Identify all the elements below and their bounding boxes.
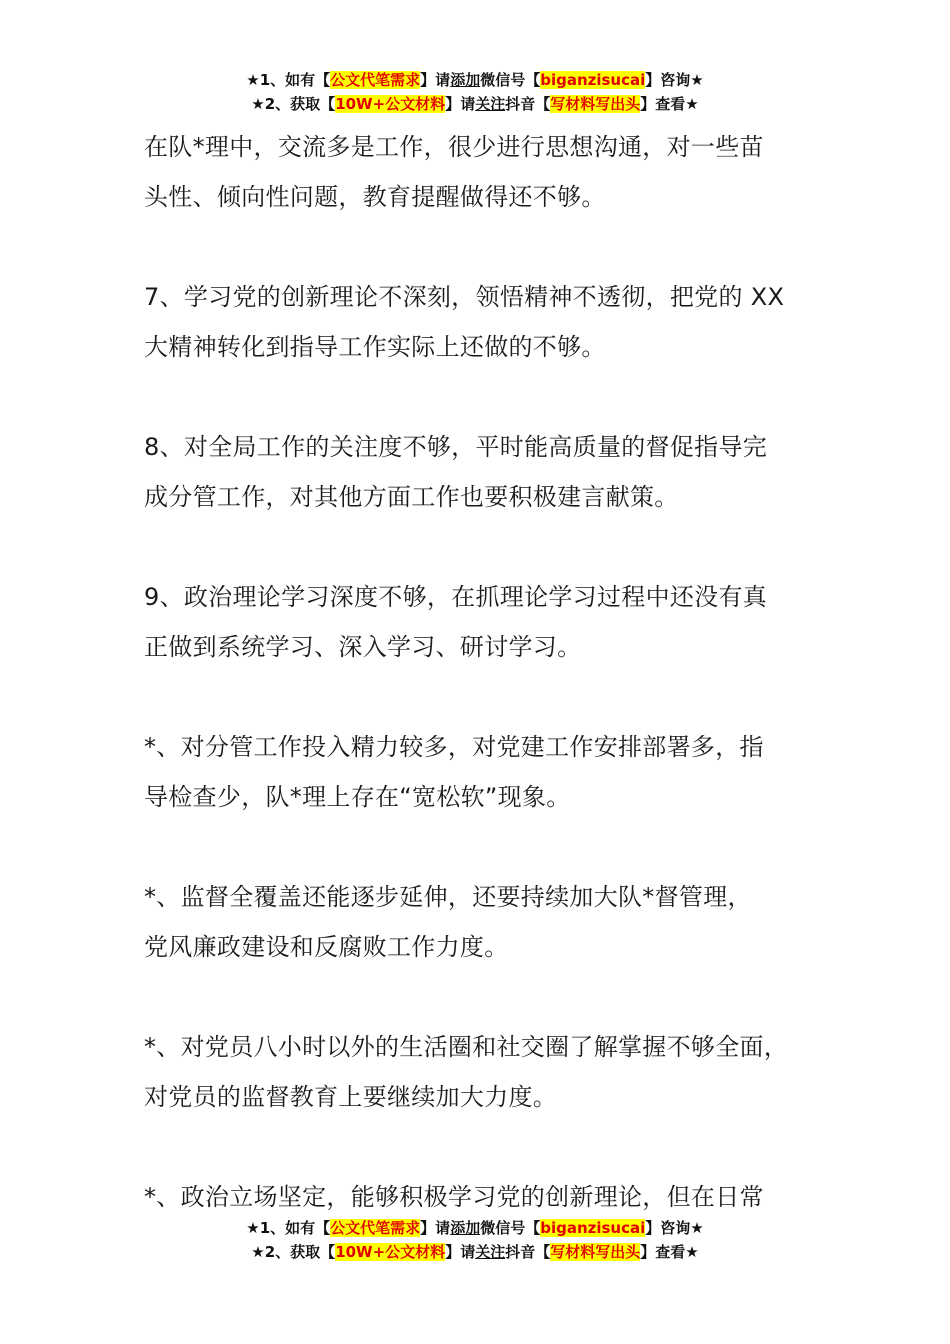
banner-highlight: 公文代笔需求 [330,71,421,89]
banner-underline: 添加 [450,1219,481,1237]
paragraph-line: 成分管工作，对其他方面工作也要积极建言献策。 [144,483,679,511]
paragraph-line: *、对分管工作投入精力较多，对党建工作安排部署多，指 [144,733,764,761]
banner-text: ★2、获取【 [251,1243,336,1261]
banner-line-2 [0,1240,950,1264]
paragraph-line: 正做到系统学习、深入学习、研讨学习。 [144,633,582,661]
paragraph-line: 8、对全局工作的关注度不够，平时能高质量的督促指导完 [144,433,768,461]
banner-highlight: biganzisucai [540,1219,646,1237]
paragraph-line: 大精神转化到指导工作实际上还做的不够。 [144,333,606,361]
banner-text: 】请 [420,1219,451,1237]
banner-text: 】咨询★ [645,1219,704,1237]
banner-underline: 添加 [450,71,481,89]
banner-text: 】查看★ [640,1243,699,1261]
banner-highlight: 10W+公文材料 [335,95,446,113]
banner-highlight: 写材料写出头 [550,1243,641,1261]
banner-highlight: 公文代笔需求 [330,1219,421,1237]
paragraph [144,1172,824,1222]
paragraph [144,722,824,822]
banner-underline: 关注 [475,1243,506,1261]
banner-text: 】请 [420,71,451,89]
paragraph-line: 9、政治理论学习深度不够，在抓理论学习过程中还没有真 [144,583,768,611]
paragraph-line: *、监督全覆盖还能逐步延伸，还要持续加大队*督管理， [144,883,752,911]
banner-line-1 [0,68,950,92]
paragraph-line: 在队*理中，交流多是工作，很少进行思想沟通，对一些苗 [144,133,764,161]
paragraph-line: 7、学习党的创新理论不深刻，领悟精神不透彻，把党的 XX [144,283,785,311]
banner-text: ★1、如有【 [246,71,331,89]
banner-highlight: 10W+公文材料 [335,1243,446,1261]
banner-text: ★2、获取【 [251,95,336,113]
paragraph-line: 头性、倾向性问题，教育提醒做得还不够。 [144,183,606,211]
banner-text: ★1、如有【 [246,1219,331,1237]
banner-text: 】请 [445,95,476,113]
paragraph-line: 党风廉政建设和反腐败工作力度。 [144,933,509,961]
banner-highlight: biganzisucai [540,71,646,89]
banner-line-1 [0,1216,950,1240]
paragraph [144,122,824,222]
paragraph [144,1022,824,1122]
banner-text: 】咨询★ [645,71,704,89]
paragraph-line: 导检查少，队*理上存在“宽松软”现象。 [144,783,571,811]
banner-highlight: 写材料写出头 [550,95,641,113]
banner-line-2 [0,92,950,116]
document-body [144,122,824,1222]
paragraph [144,872,824,972]
paragraph [144,572,824,672]
paragraph-line: *、对党员八小时以外的生活圈和社交圈了解掌握不够全面， [144,1033,789,1061]
banner-text: 微信号【 [480,1219,541,1237]
paragraph [144,272,824,372]
banner-text: 微信号【 [480,71,541,89]
paragraph [144,422,824,522]
banner-text: 抖音【 [505,1243,551,1261]
banner-text: 】查看★ [640,95,699,113]
paragraph-line: 对党员的监督教育上要继续加大力度。 [144,1083,558,1111]
header-banner [0,68,950,116]
banner-underline: 关注 [475,95,506,113]
paragraph-line: *、政治立场坚定，能够积极学习党的创新理论，但在日常 [144,1183,764,1211]
footer-banner [0,1216,950,1264]
banner-text: 】请 [445,1243,476,1261]
banner-text: 抖音【 [505,95,551,113]
